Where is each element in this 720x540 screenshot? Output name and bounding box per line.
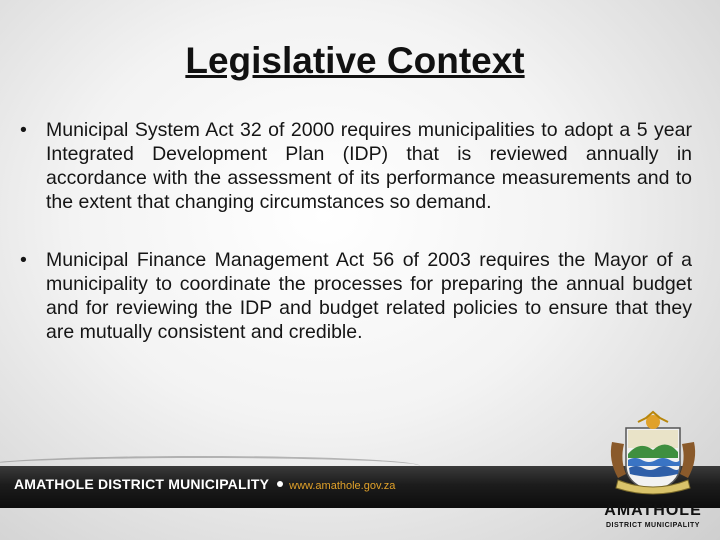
footer-text	[14, 476, 395, 492]
logo-subtitle: DISTRICT MUNICIPALITY	[606, 522, 700, 529]
bullet-item	[20, 248, 692, 344]
bullet-list	[20, 118, 692, 344]
footer-url: www.amathole.gov.za	[289, 480, 396, 492]
logo-wordmark: AMATHOLE	[604, 502, 702, 519]
amathole-crest-icon	[598, 408, 708, 498]
bullet-text: Municipal Finance Management Act 56 of 2003 requires the Mayor of a municipality to coordinate the processes for preparing the annual budget and for reviewing the IDP and budget related policies to ensure that they are mutually consistent and credible.	[46, 249, 692, 343]
bullet-marker: •	[20, 119, 27, 141]
slide-title: Legislative Context	[185, 40, 525, 81]
bullet-item	[20, 118, 692, 214]
footer-separator-dot	[277, 481, 283, 487]
bullet-marker: •	[20, 249, 27, 271]
footer-org-name: AMATHOLE DISTRICT MUNICIPALITY	[14, 476, 270, 492]
bullet-text: Municipal System Act 32 of 2000 requires municipalities to adopt a 5 year Integrated Development Plan (IDP) that is reviewed annually in accordance with the assessment of its performance measurements and to the extent that changing circumstances so demand.	[46, 119, 692, 213]
